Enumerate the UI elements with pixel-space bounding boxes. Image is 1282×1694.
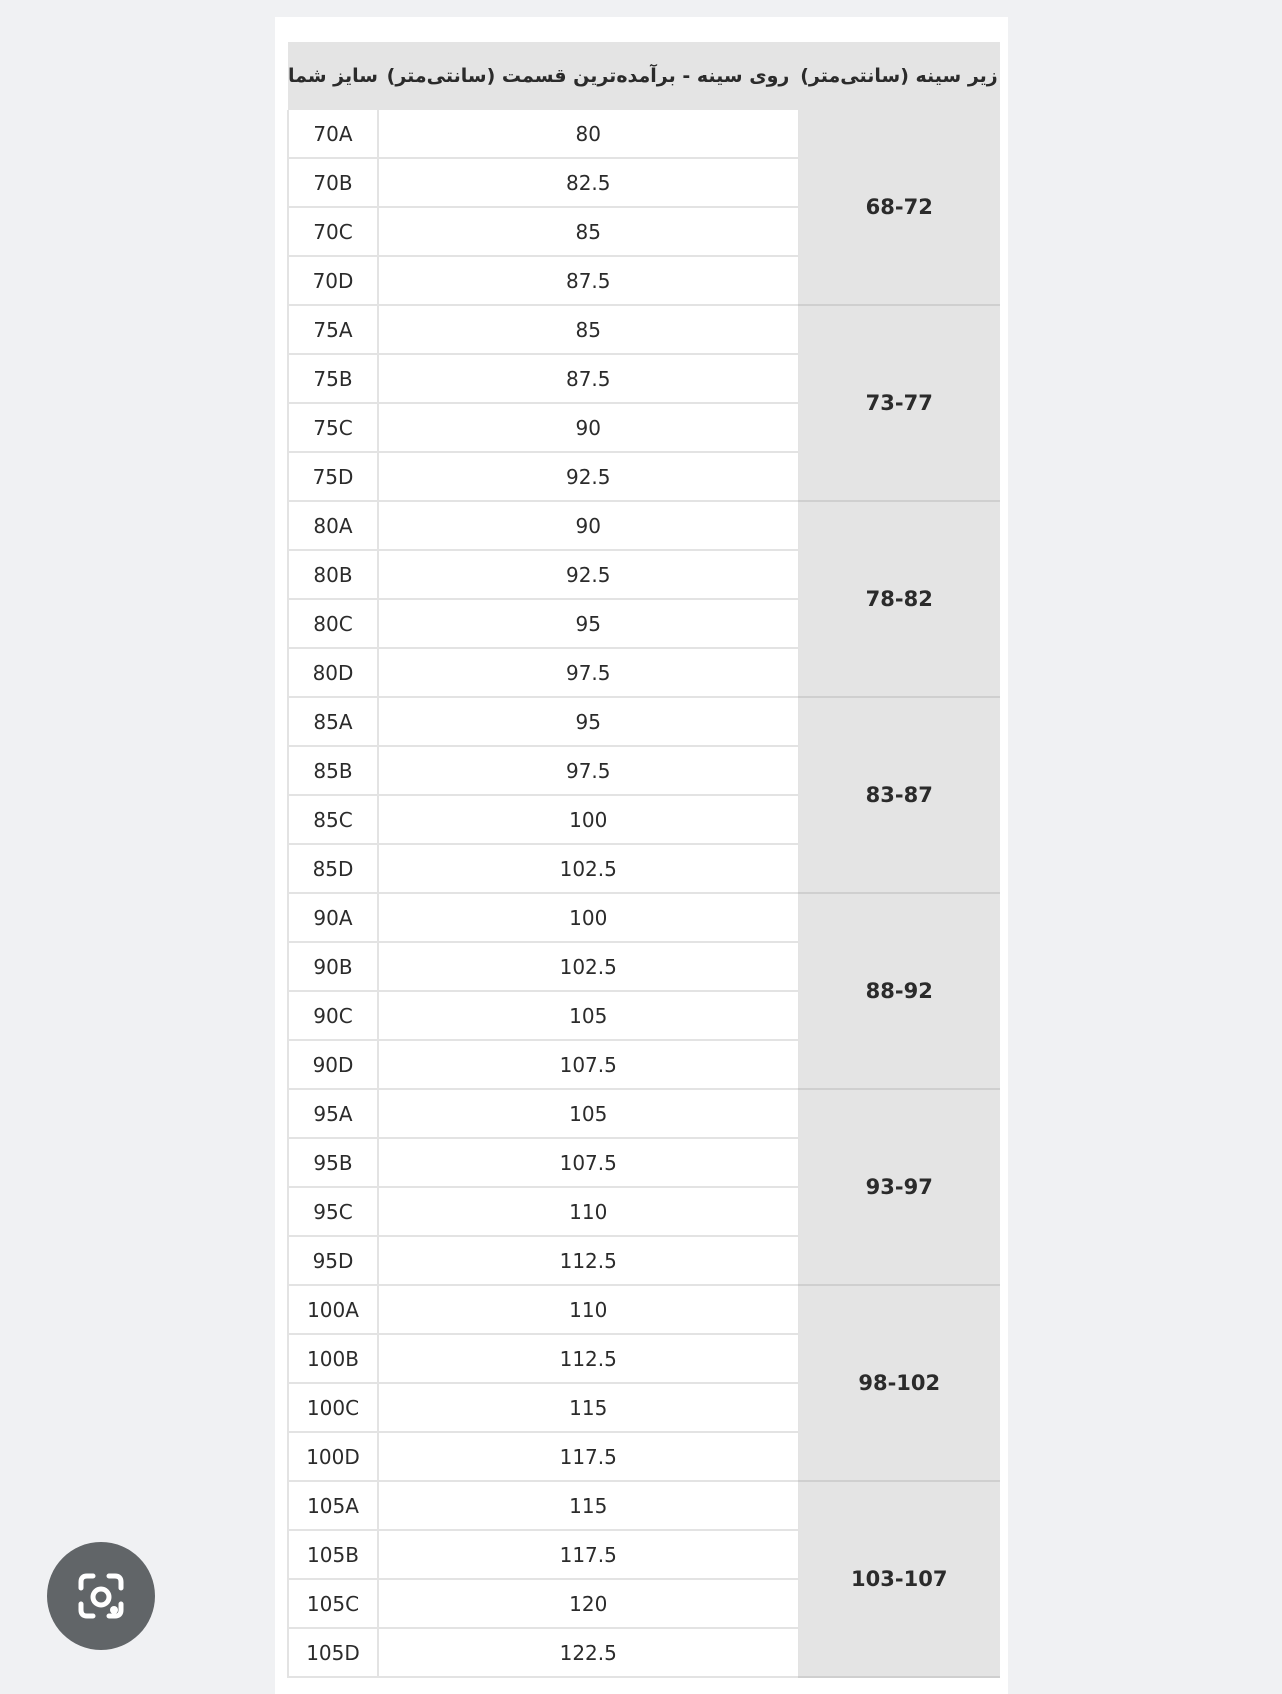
over-bust-cell: 90 [378,403,798,452]
table-header-row [288,42,1000,110]
over-bust-cell: 107.5 [378,1040,798,1089]
size-cell: 75A [288,305,378,354]
table-row [288,1089,1000,1138]
lens-camera-icon [73,1568,129,1624]
under-bust-cell: 88-92 [798,893,1000,1089]
under-bust-cell: 78-82 [798,501,1000,697]
size-cell: 95B [288,1138,378,1187]
table-row [288,501,1000,550]
size-cell: 75B [288,354,378,403]
header-size: سایز شما [288,42,378,110]
under-bust-cell: 68-72 [798,110,1000,305]
size-cell: 70D [288,256,378,305]
over-bust-cell: 115 [378,1481,798,1530]
size-cell: 95C [288,1187,378,1236]
over-bust-cell: 105 [378,1089,798,1138]
over-bust-cell: 110 [378,1187,798,1236]
under-bust-cell: 73-77 [798,305,1000,501]
over-bust-cell: 112.5 [378,1236,798,1285]
size-cell: 90B [288,942,378,991]
size-cell: 75D [288,452,378,501]
size-cell: 70C [288,207,378,256]
size-cell: 85C [288,795,378,844]
size-cell: 80D [288,648,378,697]
size-cell: 100D [288,1432,378,1481]
size-cell: 105B [288,1530,378,1579]
size-cell: 70A [288,110,378,158]
size-cell: 85B [288,746,378,795]
header-over-bust: روی سینه - برآمده‌ترین قسمت (سانتی‌متر) [378,42,798,110]
size-cell: 85A [288,697,378,746]
over-bust-cell: 82.5 [378,158,798,207]
size-cell: 95D [288,1236,378,1285]
over-bust-cell: 85 [378,207,798,256]
bra-size-table [287,42,1000,1678]
over-bust-cell: 87.5 [378,354,798,403]
lens-camera-button[interactable] [47,1542,155,1650]
under-bust-cell: 98-102 [798,1285,1000,1481]
over-bust-cell: 92.5 [378,452,798,501]
size-cell: 90A [288,893,378,942]
over-bust-cell: 80 [378,110,798,158]
under-bust-cell: 103-107 [798,1481,1000,1677]
over-bust-cell: 95 [378,599,798,648]
over-bust-cell: 85 [378,305,798,354]
header-under-bust: زیر سینه (سانتی‌متر) [798,42,1000,110]
over-bust-cell: 97.5 [378,746,798,795]
over-bust-cell: 97.5 [378,648,798,697]
over-bust-cell: 107.5 [378,1138,798,1187]
under-bust-cell: 93-97 [798,1089,1000,1285]
table-row [288,893,1000,942]
over-bust-cell: 117.5 [378,1432,798,1481]
over-bust-cell: 102.5 [378,942,798,991]
size-cell: 80B [288,550,378,599]
size-cell: 100B [288,1334,378,1383]
size-cell: 105A [288,1481,378,1530]
over-bust-cell: 105 [378,991,798,1040]
size-cell: 100A [288,1285,378,1334]
size-cell: 70B [288,158,378,207]
over-bust-cell: 87.5 [378,256,798,305]
over-bust-cell: 117.5 [378,1530,798,1579]
under-bust-cell: 83-87 [798,697,1000,893]
size-cell: 105C [288,1579,378,1628]
table-row [288,305,1000,354]
over-bust-cell: 115 [378,1383,798,1432]
over-bust-cell: 95 [378,697,798,746]
size-cell: 80C [288,599,378,648]
over-bust-cell: 90 [378,501,798,550]
table-row [288,1481,1000,1530]
over-bust-cell: 100 [378,795,798,844]
size-cell: 75C [288,403,378,452]
size-cell: 85D [288,844,378,893]
size-cell: 100C [288,1383,378,1432]
table-row [288,110,1000,158]
size-cell: 95A [288,1089,378,1138]
over-bust-cell: 100 [378,893,798,942]
size-cell: 90D [288,1040,378,1089]
size-cell: 80A [288,501,378,550]
size-cell: 90C [288,991,378,1040]
over-bust-cell: 92.5 [378,550,798,599]
over-bust-cell: 112.5 [378,1334,798,1383]
over-bust-cell: 102.5 [378,844,798,893]
over-bust-cell: 120 [378,1579,798,1628]
table-row [288,1285,1000,1334]
over-bust-cell: 110 [378,1285,798,1334]
over-bust-cell: 122.5 [378,1628,798,1677]
table-row [288,697,1000,746]
size-cell: 105D [288,1628,378,1677]
